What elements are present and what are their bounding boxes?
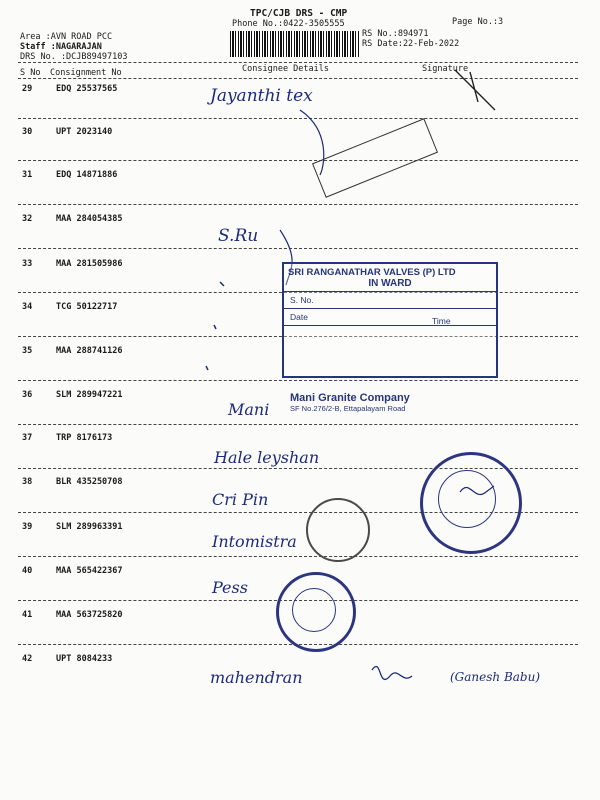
valves-time-label: Time xyxy=(432,316,451,326)
col-consignment-header: Consignment No xyxy=(50,68,122,78)
col-signature-header: Signature xyxy=(422,64,469,74)
row-consignment: SLM 289963391 xyxy=(56,522,123,532)
round-seal xyxy=(306,498,370,562)
row-sno: 42 xyxy=(22,654,33,664)
granite-company-stamp xyxy=(290,392,410,413)
round-seal-inner xyxy=(292,588,336,632)
handwritten-name-40: Pess xyxy=(212,578,248,597)
staff-label: Staff :NAGARAJAN xyxy=(20,42,102,52)
row-consignment: TRP 8176173 xyxy=(56,433,113,443)
handwritten-name-32: S.Ru xyxy=(218,226,259,246)
row-sno: 38 xyxy=(22,477,33,487)
row-sno: 35 xyxy=(22,346,33,356)
rs-date: RS Date:22-Feb-2022 xyxy=(362,39,460,49)
document-title: TPC/CJB DRS - CMP xyxy=(250,8,348,19)
row-sno: 40 xyxy=(22,566,33,576)
row-sno: 34 xyxy=(22,302,33,312)
phone-number: Phone No.:0422-3505555 xyxy=(232,19,345,29)
round-seal-inner xyxy=(438,470,496,528)
valves-inward-stamp xyxy=(282,262,498,378)
granite-company-address: SF No.276/2-B, Ettapalayam Road xyxy=(290,404,406,413)
row-sno: 37 xyxy=(22,433,33,443)
row-sno: 31 xyxy=(22,170,33,180)
handwritten-name-36: Mani xyxy=(228,400,270,419)
granite-company-name: Mani Granite Company xyxy=(290,392,410,404)
row-sno: 41 xyxy=(22,610,33,620)
row-consignment: EDQ 14871886 xyxy=(56,170,118,180)
row-consignment: BLR 435250708 xyxy=(56,477,123,487)
drs-number: DRS No. :DCJB89497103 xyxy=(20,52,128,62)
handwritten-name-37: Hale leyshan xyxy=(214,448,320,467)
col-sno-header: S No xyxy=(20,68,41,78)
row-sno: 29 xyxy=(22,84,33,94)
handwritten-signature-42: (Ganesh Babu) xyxy=(450,670,541,684)
page-number: Page No.:3 xyxy=(452,17,504,27)
area-label: Area :AVN ROAD PCC xyxy=(20,32,113,42)
handwritten-name-39: Intomistra xyxy=(212,532,297,551)
valves-date-label: Date xyxy=(290,312,308,322)
valves-company-name: SRI RANGANATHAR VALVES (P) LTD xyxy=(288,267,456,278)
row-consignment: EDQ 25537565 xyxy=(56,84,118,94)
row-sno: 36 xyxy=(22,390,33,400)
row-consignment: TCG 50122717 xyxy=(56,302,118,312)
row-consignment: UPT 8084233 xyxy=(56,654,113,664)
rs-number: RS No.:894971 xyxy=(362,29,429,39)
row-consignment: MAA 565422367 xyxy=(56,566,123,576)
handwritten-name-29: Jayanthi tex xyxy=(210,86,313,106)
valves-sno-label: S. No. xyxy=(290,295,314,305)
row-consignment: MAA 288741126 xyxy=(56,346,123,356)
handwritten-name-38: Cri Pin xyxy=(212,490,269,509)
row-consignment: MAA 563725820 xyxy=(56,610,123,620)
row-sno: 30 xyxy=(22,127,33,137)
row-consignment: MAA 284054385 xyxy=(56,214,123,224)
row-consignment: MAA 281505986 xyxy=(56,259,123,269)
row-consignment: UPT 2023140 xyxy=(56,127,113,137)
col-consignee-header: Consignee Details xyxy=(242,64,329,74)
handwritten-name-42: mahendran xyxy=(210,668,303,687)
row-sno: 32 xyxy=(22,214,33,224)
row-sno: 33 xyxy=(22,259,33,269)
row-consignment: SLM 289947221 xyxy=(56,390,123,400)
row-sno: 39 xyxy=(22,522,33,532)
valves-inward-label: IN WARD xyxy=(368,278,412,289)
